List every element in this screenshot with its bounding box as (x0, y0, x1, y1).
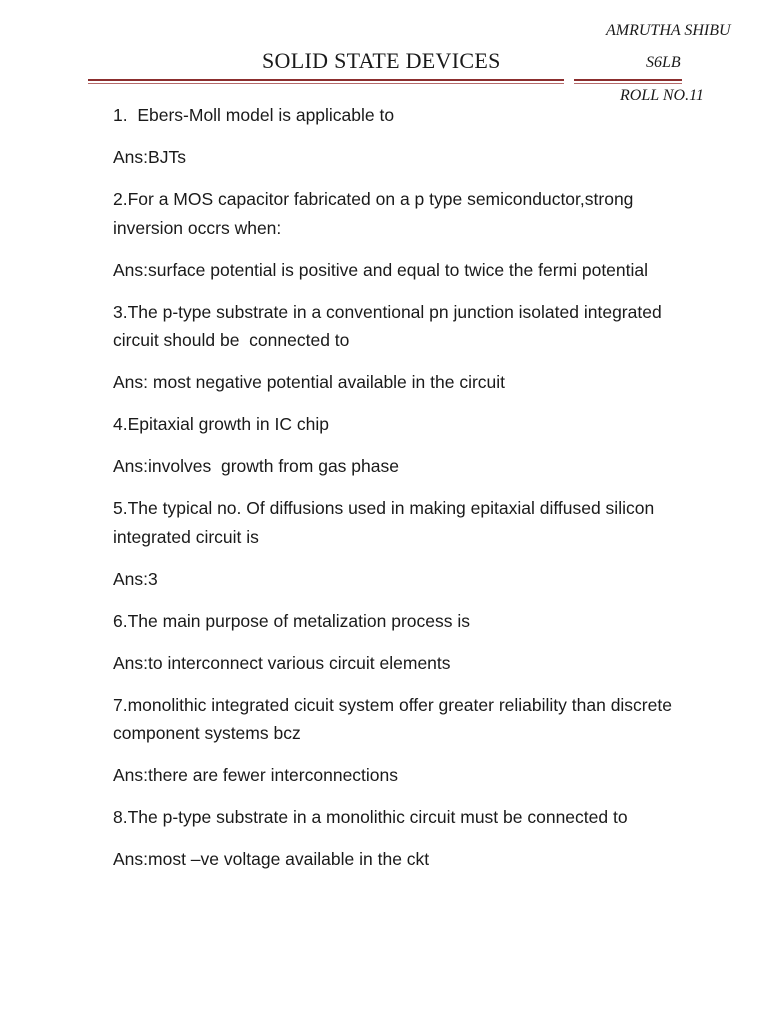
qa-item-1 (113, 101, 693, 172)
document-title: SOLID STATE DEVICES (262, 48, 501, 73)
question-text: 6.The main purpose of metalization process is (113, 610, 470, 631)
qa-item-5 (113, 494, 693, 593)
answer-text: Ans:there are fewer interconnections (113, 765, 399, 785)
question-text: 7.monolithic integrated cicuit system offer greater reliability than discrete component systems bcz (113, 694, 677, 743)
answer-text: Ans:involves growth from gas phase (113, 456, 399, 476)
answer-text: Ans:3 (113, 568, 158, 589)
qa-item-4 (113, 410, 693, 481)
answer-text: Ans:surface potential is positive and equal to twice the fermi potential (113, 259, 649, 280)
question-text: 3.The p-type substrate in a conventional pn junction isolated integrated circuit should be connected to (113, 301, 667, 350)
question-text: 5.The typical no. Of diffusions used in making epitaxial diffused silicon integrated circuit is (113, 498, 660, 547)
answer-text: Ans:to interconnect various circuit elements (113, 652, 451, 673)
question-text: 4.Epitaxial growth in IC chip (113, 414, 329, 434)
qa-item-6 (113, 607, 693, 678)
author-block (568, 0, 768, 110)
title-underline-rule-right (574, 79, 682, 85)
question-text: 8.The p-type substrate in a monolithic circuit must be connected to (113, 807, 628, 827)
qa-item-3 (113, 298, 693, 397)
qa-item-8 (113, 803, 693, 874)
author-roll-number: ROLL NO.11 (620, 87, 704, 104)
question-text: 2.For a MOS capacitor fabricated on a p type semiconductor,strong inversion occrs when: (113, 189, 639, 238)
question-answer-list (113, 101, 693, 887)
question-text: 1. Ebers-Moll model is applicable to (113, 105, 395, 125)
author-name: AMRUTHA SHIBU (606, 22, 731, 39)
qa-item-7 (113, 691, 693, 790)
author-class: S6LB (646, 54, 681, 71)
answer-text: Ans:most –ve voltage available in the ckt (113, 849, 430, 869)
qa-item-2 (113, 185, 693, 284)
answer-text: Ans: most negative potential available in the circuit (113, 372, 506, 392)
title-underline-rule (88, 79, 564, 85)
answer-text: Ans:BJTs (113, 147, 186, 167)
